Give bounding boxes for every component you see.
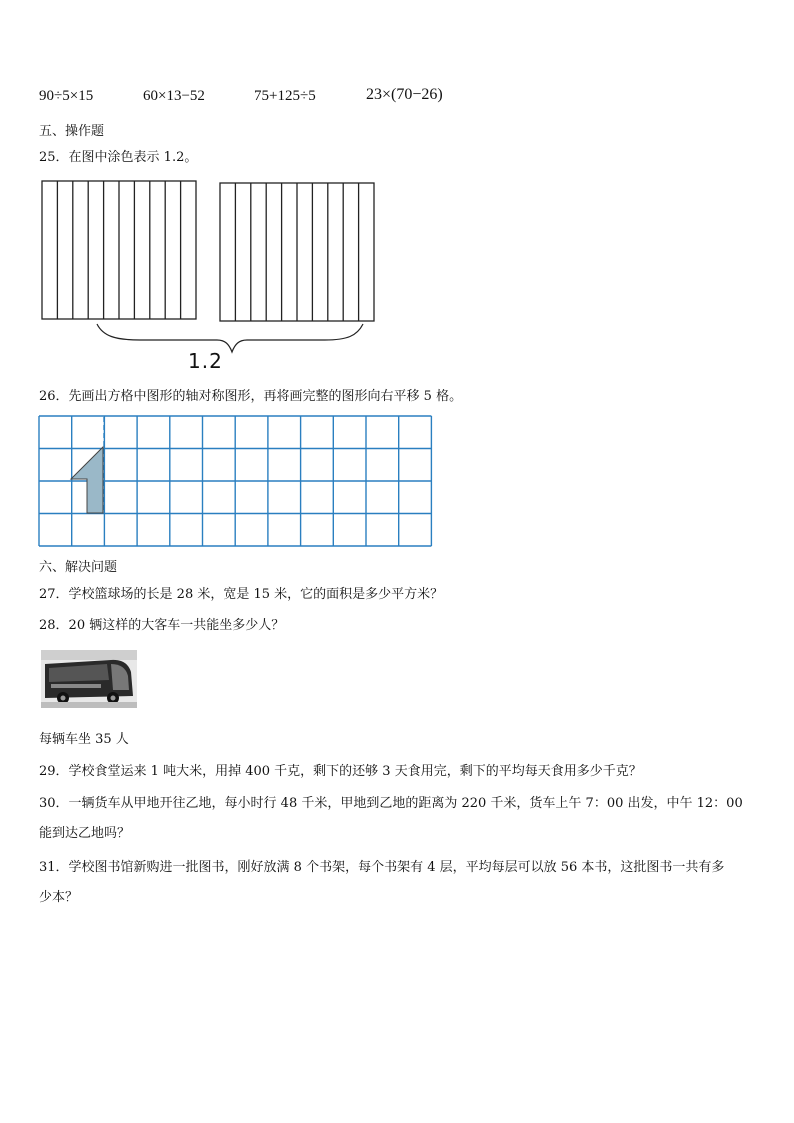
expression-2: 60×13−52 [143, 88, 205, 104]
question-26: 26．先画出方格中图形的轴对称图形，再将画完整的图形向右平移 5 格。 [39, 389, 463, 404]
section-5-title: 五、操作题 [39, 124, 105, 139]
half-shape [71, 447, 103, 513]
question-30-line-1: 30．一辆货车从甲地开往乙地，每小时行 48 千米，甲地到乙地的距离为 220 千米，货车上午 7：00 出发，中午 12：00 [39, 796, 743, 811]
bus-picture [41, 650, 137, 708]
expression-4: 23×(70−26) [366, 86, 443, 103]
square-grid [38, 415, 438, 555]
expression-1: 90÷5×15 [39, 88, 94, 104]
question-27: 27．学校篮球场的长是 28 米，宽是 15 米，它的面积是多少平方米？ [39, 587, 444, 602]
strips-figure [0, 0, 400, 200]
expression-3: 75+125÷5 [254, 88, 316, 104]
question-29: 29．学校食堂运来 1 吨大米，用掉 400 千克，剩下的还够 3 天食用完，剩下的平均每天食用多少千克？ [39, 764, 642, 779]
question-25: 25．在图中涂色表示 1.2。 [39, 150, 198, 165]
question-28: 28．20 辆这样的大客车一共能坐多少人？ [39, 618, 285, 633]
question-30-line-2: 能到达乙地吗？ [39, 826, 131, 841]
question-31-line-2: 少本？ [39, 890, 79, 905]
brace-icon [95, 322, 395, 362]
question-31-line-1: 31．学校图书馆新购进一批图书，刚好放满 8 个书架，每个书架有 4 层，平均每层可以放 56 本书，这批图书一共有多 [39, 860, 725, 875]
question-28-caption: 每辆车坐 35 人 [39, 732, 129, 747]
section-6-title: 六、解决问题 [39, 560, 118, 575]
brace-label: 1.2 [188, 349, 223, 373]
